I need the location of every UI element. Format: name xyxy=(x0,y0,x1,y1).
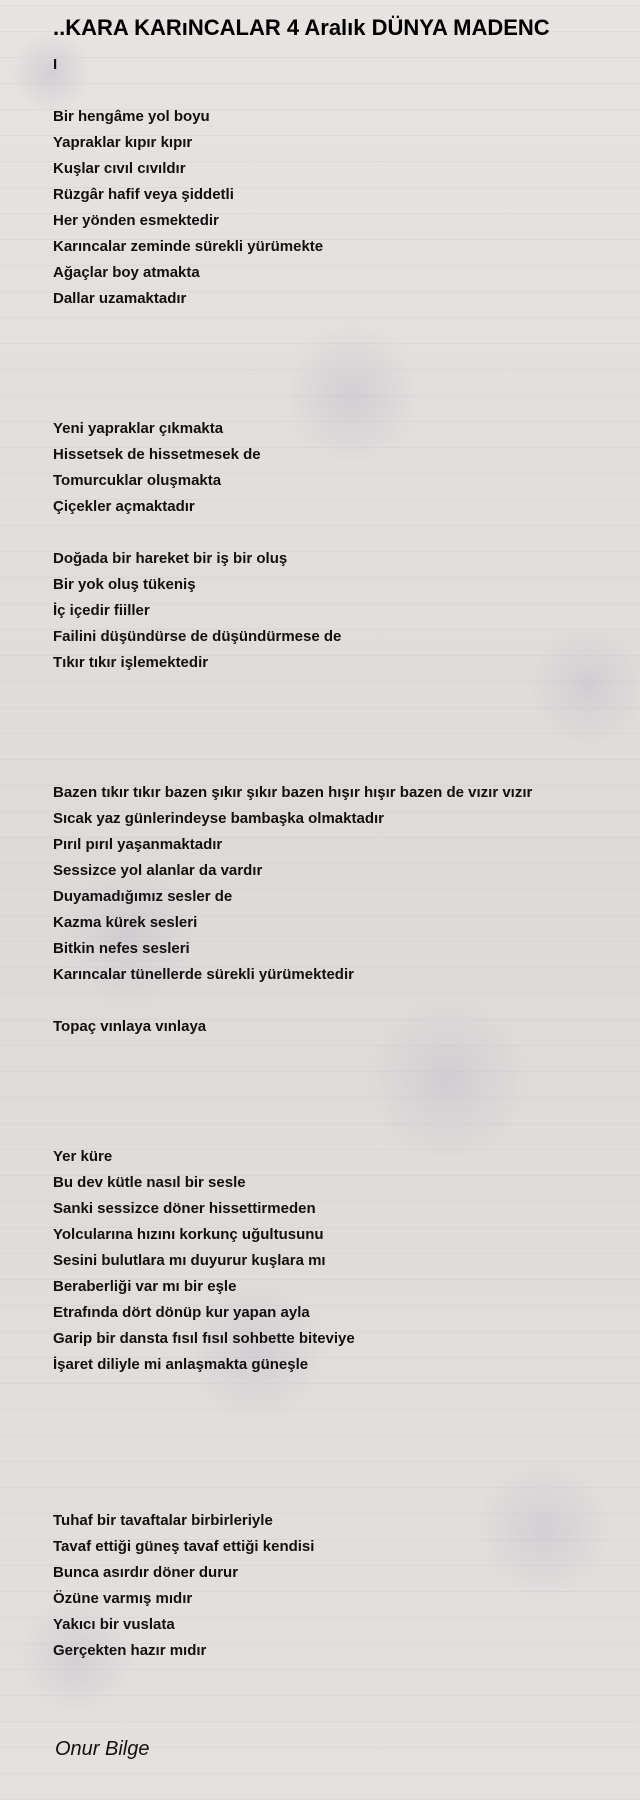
poem-line: Bir hengâme yol boyu xyxy=(53,108,210,125)
poem-line: Yeni yapraklar çıkmakta xyxy=(53,420,224,437)
poem-line xyxy=(53,312,633,338)
poem-line: Karıncalar tünellerde sürekli yürümektedir xyxy=(53,966,354,983)
poem-line: Karıncalar zeminde sürekli yürümekte xyxy=(53,238,324,255)
poem-line: Bitkin nefes sesleri xyxy=(53,940,190,957)
poem-line xyxy=(53,1456,633,1482)
author-name: Onur Bilge xyxy=(55,1738,150,1760)
poem-line: Yakıcı bir vuslata xyxy=(53,1616,175,1633)
poem-line: Failini düşündürse de düşündürmese de xyxy=(53,628,342,645)
poem-line xyxy=(53,1118,633,1144)
poem-line xyxy=(53,1040,633,1066)
poem-line: Sessizce yol alanlar da vardır xyxy=(53,862,263,879)
poem-line: Bazen tıkır tıkır bazen şıkır şıkır bazen hışır hışır bazen de vızır vızır xyxy=(53,784,533,801)
poem-line xyxy=(53,702,633,728)
poem-line xyxy=(53,1404,633,1430)
poem-line: Çiçekler açmaktadır xyxy=(53,498,195,515)
poem-line: Dallar uzamaktadır xyxy=(53,290,187,307)
poem-line: İşaret diliyle mi anlaşmakta güneşle xyxy=(53,1356,309,1373)
poem-line: Pırıl pırıl yaşanmaktadır xyxy=(53,836,223,853)
poem-line: Sesini bulutlara mı duyurur kuşlara mı xyxy=(53,1252,326,1269)
poem-line: Gerçekten hazır mıdır xyxy=(53,1642,207,1659)
poem-line xyxy=(53,1430,633,1456)
poem-line: Yer küre xyxy=(53,1148,113,1165)
poem-line xyxy=(53,520,633,546)
poem-line: Ağaçlar boy atmakta xyxy=(53,264,200,281)
poem-line: Tuhaf bir tavaftalar birbirleriyle xyxy=(53,1512,273,1529)
poem-line: Rüzgâr hafif veya şiddetli xyxy=(53,186,234,203)
poem-line: Yapraklar kıpır kıpır xyxy=(53,134,193,151)
poem-line xyxy=(53,728,633,754)
poem-line: Bir yok oluş tükeniş xyxy=(53,576,196,593)
poem-line xyxy=(53,1482,633,1508)
poem-line xyxy=(53,676,633,702)
poem-line: Bunca asırdır döner durur xyxy=(53,1564,239,1581)
poem-line: Topaç vınlaya vınlaya xyxy=(53,1018,207,1035)
poem-line: Garip bir dansta fısıl fısıl sohbette biteviye xyxy=(53,1330,355,1347)
poem-line: Kazma kürek sesleri xyxy=(53,914,198,931)
poem-line xyxy=(53,78,633,104)
poem-line: Sanki sessizce döner hissettirmeden xyxy=(53,1200,316,1217)
poem-line: Kuşlar cıvıl cıvıldır xyxy=(53,160,186,177)
poem-line xyxy=(53,390,633,416)
poem-title: ..KARA KARıNCALAR 4 Aralık DÜNYA MADENC xyxy=(53,15,550,40)
poem-body xyxy=(53,52,633,1664)
poem-line: Beraberliği var mı bir eşle xyxy=(53,1278,237,1295)
poem-line: Tavaf ettiği güneş tavaf ettiği kendisi xyxy=(53,1538,315,1555)
poem-line: Hissetsek de hissetmesek de xyxy=(53,446,261,463)
poem-line: Her yönden esmektedir xyxy=(53,212,219,229)
poem-line: Yolcularına hızını korkunç uğultusunu xyxy=(53,1226,324,1243)
poem-line xyxy=(53,364,633,390)
poem-line: I xyxy=(53,56,58,73)
poem-line xyxy=(53,1092,633,1118)
poem-line: Özüne varmış mıdır xyxy=(53,1590,193,1607)
poem-line: Doğada bir hareket bir iş bir oluş xyxy=(53,550,288,567)
poem-line xyxy=(53,988,633,1014)
poem-line: Tomurcuklar oluşmakta xyxy=(53,472,222,489)
poem-line: Bu dev kütle nasıl bir sesle xyxy=(53,1174,246,1191)
poem-line: Tıkır tıkır işlemektedir xyxy=(53,654,209,671)
poem-line xyxy=(53,1066,633,1092)
poem-line: İç içedir fiiller xyxy=(53,602,150,619)
poem-line xyxy=(53,338,633,364)
poem-line xyxy=(53,754,633,780)
poem-line: Duyamadığımız sesler de xyxy=(53,888,233,905)
poem-line: Etrafında dört dönüp kur yapan ayla xyxy=(53,1304,310,1321)
poem-line xyxy=(53,1378,633,1404)
poem-line: Sıcak yaz günlerindeyse bambaşka olmaktadır xyxy=(53,810,384,827)
